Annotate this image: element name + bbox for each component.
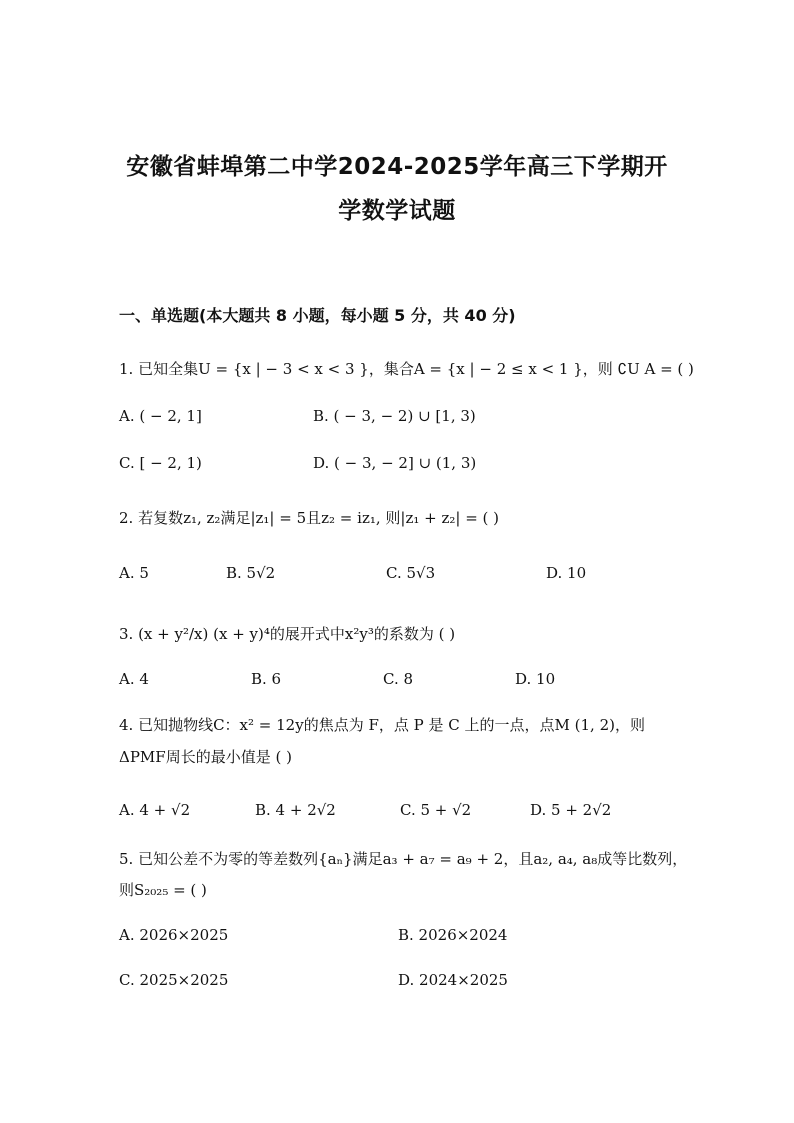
question-3-stem: 3. (x + y²/x) (x + y)⁴的展开式中x²y³的系数为 ( )	[119, 625, 456, 643]
question-3-option-d: D. 10	[515, 670, 556, 688]
question-4-option-b: B. 4 + 2√2	[255, 801, 336, 819]
question-5-option-b: B. 2026×2024	[398, 926, 508, 944]
question-5-stem-line-2: 则S₂₀₂₅ = ( )	[119, 881, 207, 899]
question-4-stem-line-1: 4. 已知抛物线C：x² = 12y的焦点为 F，点 P 是 C 上的一点，点M (1, 2)，则	[119, 716, 645, 734]
question-1-stem: 1. 已知全集U = {x | − 3 < x < 3 }，集合A = {x | − 2 ≤ x < 1 }，则 ∁U A = ( )	[119, 360, 694, 378]
question-5-option-c: C. 2025×2025	[119, 971, 229, 989]
question-5-stem-line-1: 5. 已知公差不为零的等差数列{aₙ}满足a₃ + a₇ = a₉ + 2，且a₂, a₄, a₈成等比数列，	[119, 850, 688, 868]
question-1-option-c: C. [ − 2, 1)	[119, 454, 202, 472]
question-5-option-d: D. 2024×2025	[398, 971, 508, 989]
section-heading: 一、单选题(本大题共 8 小题，每小题 5 分，共 40 分)	[119, 306, 516, 325]
question-3-option-c: C. 8	[383, 670, 414, 688]
question-2-option-a: A. 5	[119, 564, 149, 582]
question-1-option-b: B. ( − 3, − 2) ∪ [1, 3)	[313, 407, 476, 425]
page-title-line-2: 学数学试题	[338, 198, 456, 224]
question-4-stem-line-2: ΔPMF周长的最小值是 ( )	[119, 748, 292, 766]
question-4-option-a: A. 4 + √2	[119, 801, 191, 819]
question-3-option-b: B. 6	[251, 670, 282, 688]
question-2-option-b: B. 5√2	[226, 564, 276, 582]
page-title-line-1: 安徽省蚌埠第二中学2024-2025学年高三下学期开	[126, 154, 668, 180]
question-2-option-c: C. 5√3	[386, 564, 436, 582]
question-2-stem: 2. 若复数z₁, z₂满足|z₁| = 5且z₂ = iz₁, 则|z₁ + z₂| = ( )	[119, 509, 500, 527]
question-3-option-a: A. 4	[119, 670, 149, 688]
question-4-option-c: C. 5 + √2	[400, 801, 472, 819]
question-1-option-a: A. ( − 2, 1]	[119, 407, 202, 425]
question-2-option-d: D. 10	[546, 564, 587, 582]
question-1-option-d: D. ( − 3, − 2] ∪ (1, 3)	[313, 454, 477, 472]
question-4-option-d: D. 5 + 2√2	[530, 801, 612, 819]
question-5-option-a: A. 2026×2025	[119, 926, 229, 944]
